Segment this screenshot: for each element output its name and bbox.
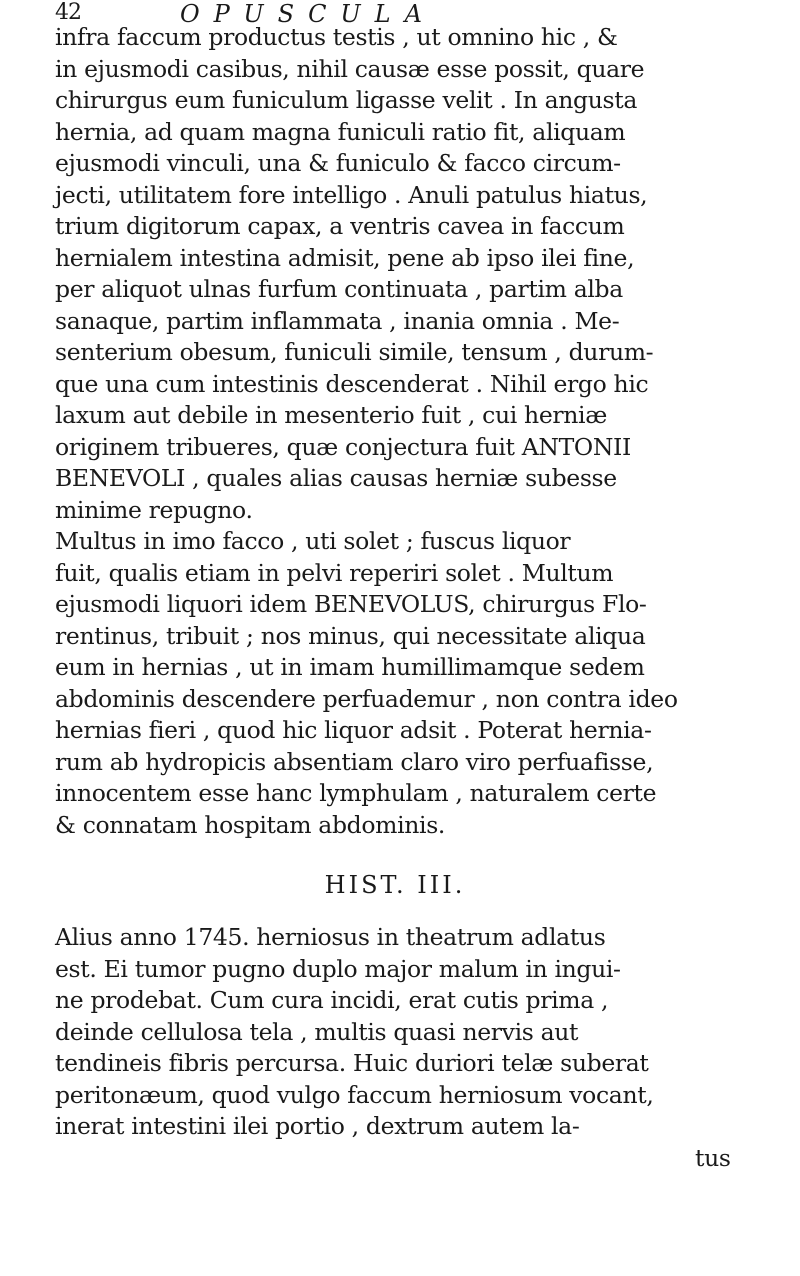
text-line: Multus in imo facco , uti solet ; fuscus liquor (55, 527, 571, 555)
text-line: que una cum intestinis descenderat . Nihil ergo hic (55, 369, 649, 398)
text-line: deinde cellulosa tela , multis quasi nervis aut (55, 1017, 579, 1046)
text-line: in ejusmodi casibus, nihil causæ esse possit, quare (55, 54, 645, 83)
text-line: & connatam hospitam abdominis. (55, 810, 446, 839)
page-number: 42 (55, 0, 81, 25)
text-line: hernialem intestina admisit, pene ab ipso ilei fine, (55, 243, 635, 272)
text-line: hernia, ad quam magna funiculi ratio fit, aliquam (55, 117, 626, 146)
text-line: eum in hernias , ut in imam humillimamque sedem (55, 653, 645, 681)
text-line: chirurgus eum funiculum ligasse velit . In angusta (55, 86, 637, 114)
text-line: tendineis fibris percursa. Huic duriori telæ suberat (55, 1049, 649, 1077)
text-line: trium digitorum capax, a ventris cavea in faccum (55, 212, 625, 240)
text-line: rum ab hydropicis absentiam claro viro perfuafisse, (55, 747, 654, 776)
paragraph-block-two (55, 922, 795, 1174)
body-text (55, 22, 795, 1172)
text-line: est. Ei tumor pugno duplo major malum in ingui- (55, 954, 621, 983)
text-line: fuit, qualis etiam in pelvi reperiri solet . Multum (55, 558, 614, 587)
text-line: laxum aut debile in mesenterio fuit , cui herniæ (55, 401, 607, 429)
text-line: originem tribueres, quæ conjectura fuit ANTONII (55, 432, 631, 461)
text-line: ne prodebat. Cum cura incidi, erat cutis prima , (55, 986, 609, 1014)
text-line: innocentem esse hanc lymphulam , naturalem certe (55, 779, 657, 807)
text-line: jecti, utilitatem fore intelligo . Anuli patulus hiatus, (55, 180, 648, 209)
text-line: tus (695, 1143, 731, 1172)
text-line: ejusmodi vinculi, una & funiculo & facco circum- (55, 149, 621, 177)
text-line: BENEVOLI , quales alias causas herniæ subesse (55, 464, 617, 492)
text-line: per aliquot ulnas furfum continuata , partim alba (55, 275, 623, 303)
text-line: hernias fieri , quod hic liquor adsit . Poterat hernia- (55, 716, 652, 744)
text-line: peritonæum, quod vulgo faccum herniosum vocant, (55, 1080, 654, 1109)
text-line: inerat intestini ilei portio , dextrum autem la- (55, 1112, 580, 1140)
text-line: sanaque, partim inflammata , inania omnia . Me- (55, 306, 620, 335)
text-line: senterium obesum, funiculi simile, tensum , durum- (55, 338, 654, 366)
running-title: OPUSCULA (180, 0, 436, 28)
paragraph-block-one (55, 22, 795, 841)
text-line: abdominis descendere perfuademur , non contra ideo (55, 684, 678, 713)
text-line: rentinus, tribuit ; nos minus, qui necessitate aliqua (55, 621, 646, 650)
section-heading: HIST. III. (324, 871, 466, 899)
text-line: ejusmodi liquori idem BENEVOLUS, chirurgus Flo- (55, 590, 647, 618)
text-line: infra faccum productus testis , ut omnino hic , & (55, 23, 618, 51)
text-line: minime repugno. (55, 495, 253, 524)
text-line: Alius anno 1745. herniosus in theatrum adlatus (55, 923, 606, 951)
